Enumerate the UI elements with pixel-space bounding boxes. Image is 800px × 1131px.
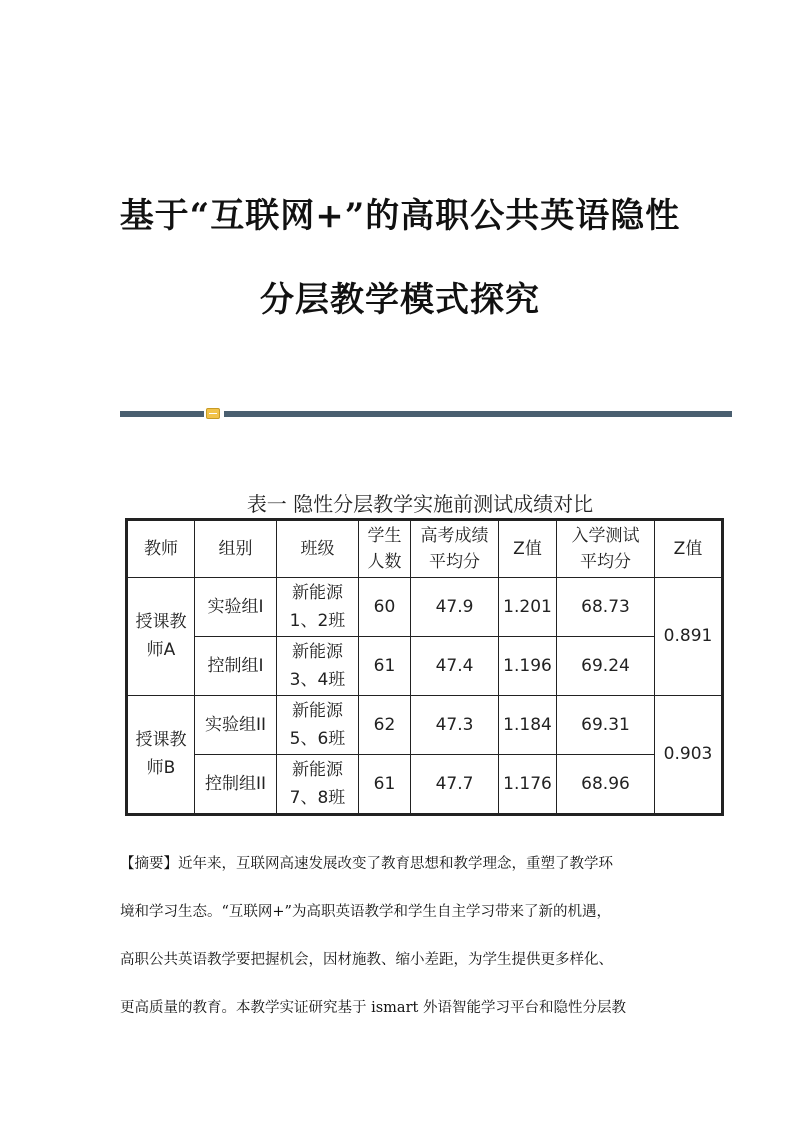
class-line-2: 1、2班 (289, 610, 346, 631)
header-class: 班级 (277, 520, 359, 578)
entrance-cell: 69.31 (557, 695, 655, 754)
table-row (127, 636, 723, 695)
header-gaokao (411, 520, 499, 578)
header-entrance-line-2: 平均分 (580, 552, 631, 572)
class-cell (277, 754, 359, 814)
divider-bar-left (120, 411, 204, 417)
table-header-row (127, 520, 723, 578)
header-students-line-2: 人数 (367, 552, 402, 572)
table-row (127, 578, 723, 637)
group-cell: 实验组II (195, 695, 277, 754)
z2-cell: 0.903 (655, 695, 723, 814)
z2-cell: 0.891 (655, 578, 723, 696)
class-cell (277, 695, 359, 754)
header-students-line-1: 学生 (367, 526, 402, 546)
z1-cell: 1.176 (499, 754, 557, 814)
teacher-line-1: 授课教 (135, 612, 187, 633)
group-cell: 控制组I (195, 636, 277, 695)
score-comparison-table (125, 518, 724, 816)
header-students (359, 520, 411, 578)
students-cell: 61 (359, 636, 411, 695)
class-line-2: 3、4班 (289, 669, 346, 690)
class-line-2: 5、6班 (289, 728, 346, 749)
entrance-cell: 69.24 (557, 636, 655, 695)
header-entrance-line-1: 入学测试 (571, 526, 640, 546)
students-cell: 62 (359, 695, 411, 754)
class-cell (277, 636, 359, 695)
header-z2: Z值 (655, 520, 723, 578)
gaokao-cell: 47.9 (411, 578, 499, 637)
table-caption: 表一 隐性分层教学实施前测试成绩对比 (246, 492, 594, 516)
table-row (127, 695, 723, 754)
header-entrance (557, 520, 655, 578)
class-cell (277, 578, 359, 637)
abstract (120, 840, 720, 1032)
entrance-cell: 68.96 (557, 754, 655, 814)
class-line-1: 新能源 (292, 700, 343, 721)
group-cell: 实验组I (195, 578, 277, 637)
header-group: 组别 (195, 520, 277, 578)
students-cell: 60 (359, 578, 411, 637)
header-gaokao-line-2: 平均分 (429, 552, 480, 572)
teacher-line-2: 师A (146, 640, 176, 661)
z1-cell: 1.201 (499, 578, 557, 637)
teacher-line-1: 授课教 (135, 730, 187, 751)
z1-cell: 1.184 (499, 695, 557, 754)
students-cell: 61 (359, 754, 411, 814)
class-line-1: 新能源 (292, 641, 343, 662)
abstract-line: 境和学习生态。“互联网+”为高职英语教学和学生自主学习带来了新的机遇， (120, 904, 611, 920)
class-line-1: 新能源 (292, 582, 343, 603)
entrance-cell: 68.73 (557, 578, 655, 637)
gaokao-cell: 47.4 (411, 636, 499, 695)
header-gaokao-line-1: 高考成绩 (420, 526, 489, 546)
book-icon (206, 408, 220, 419)
z1-cell: 1.196 (499, 636, 557, 695)
abstract-line: 【摘要】近年来，互联网高速发展改变了教育思想和教学理念，重塑了教学环 (120, 856, 613, 872)
title-line-2: 分层教学模式探究 (260, 280, 540, 320)
teacher-cell (127, 578, 195, 696)
class-line-1: 新能源 (292, 759, 343, 780)
teacher-line-2: 师B (146, 758, 176, 779)
divider-bar-right (224, 411, 732, 417)
group-cell: 控制组II (195, 754, 277, 814)
teacher-cell (127, 695, 195, 814)
header-teacher: 教师 (127, 520, 195, 578)
gaokao-cell: 47.7 (411, 754, 499, 814)
title-line-1: 基于“互联网+”的高职公共英语隐性 (119, 196, 681, 236)
abstract-line: 更高质量的教育。本教学实证研究基于 ismart 外语智能学习平台和隐性分层教 (120, 1000, 626, 1016)
header-z1: Z值 (499, 520, 557, 578)
class-line-2: 7、8班 (289, 787, 346, 808)
section-divider (120, 408, 732, 420)
gaokao-cell: 47.3 (411, 695, 499, 754)
abstract-line: 高职公共英语教学要把握机会，因材施教、缩小差距，为学生提供更多样化、 (120, 952, 613, 968)
table-row (127, 754, 723, 814)
